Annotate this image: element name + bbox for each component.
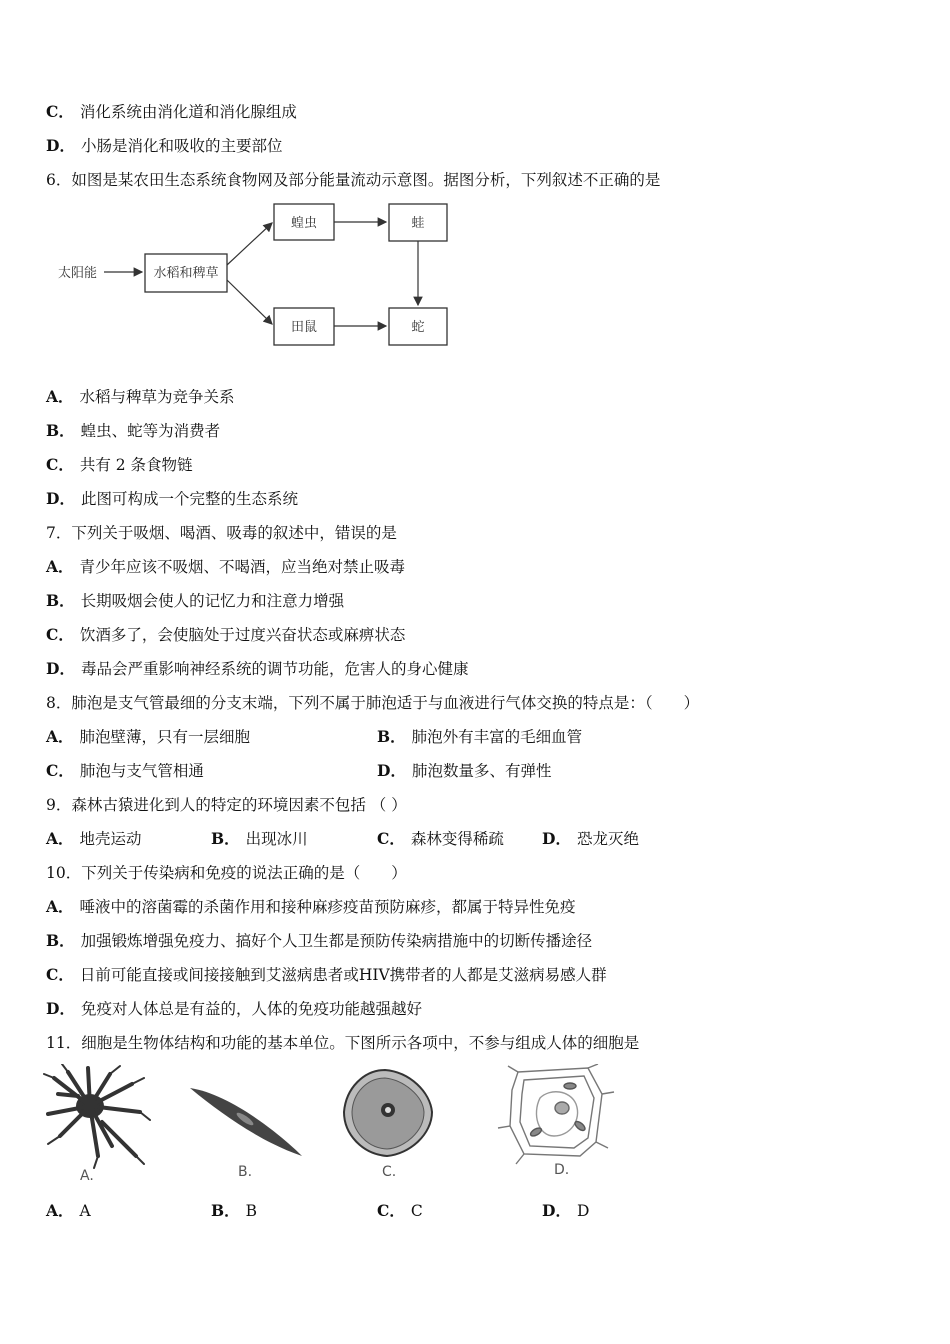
option-label: C．: [46, 102, 74, 121]
fig-d-caption: D.: [554, 1162, 570, 1178]
frog-label: 蛙: [411, 216, 425, 231]
q6-option-a: [46, 387, 235, 407]
arrow-producer-locust: [227, 223, 272, 265]
producer-label: 水稻和稗草: [153, 266, 219, 281]
option-text: 肺泡外有丰富的毛细血管: [411, 728, 583, 746]
option-text: 肺泡壁薄，只有一层细胞: [79, 728, 251, 746]
q6-stem: 6．如图是某农田生态系统食物网及部分能量流动示意图。据图分析，下列叙述不正确的是: [46, 171, 661, 189]
q11-option-a: [46, 1201, 91, 1221]
option-text: 小肠是消化和吸收的主要部位: [80, 137, 283, 155]
round-cell-figure: [344, 1070, 432, 1156]
sun-label: 太阳能: [58, 266, 98, 281]
q11-option-c: [377, 1201, 423, 1221]
q9-option-a: [46, 829, 142, 849]
q6-option-d: [46, 489, 298, 509]
option-text: C: [410, 1202, 423, 1220]
option-label: B．: [377, 727, 406, 746]
fig-c-caption: C.: [382, 1164, 397, 1180]
q10-option-a: [46, 897, 576, 917]
option-text: 肺泡数量多、有弹性: [411, 762, 552, 780]
option-label: D．: [542, 1201, 571, 1220]
q5-option-c: [46, 102, 297, 122]
option-label: C．: [377, 829, 405, 848]
option-label: C．: [377, 1201, 405, 1220]
option-label: D．: [46, 659, 75, 678]
option-label: B．: [211, 829, 240, 848]
option-text: 日前可能直接或间接接触到艾滋病患者或HIV携带者的人都是艾滋病易感人群: [79, 966, 607, 984]
q10-option-c: [46, 965, 607, 985]
option-text: 蝗虫、蛇等为消费者: [80, 422, 221, 440]
option-text: 出现冰川: [245, 830, 308, 848]
q9-option-c: [377, 829, 504, 849]
option-text: 免疫对人体总是有益的，人体的免疫功能越强越好: [80, 1000, 422, 1018]
q8-option-c: [46, 761, 204, 781]
option-text: 青少年应该不吸烟、不喝酒，应当绝对禁止吸毒: [79, 558, 406, 576]
option-label: B．: [46, 591, 75, 610]
option-label: D．: [46, 489, 75, 508]
q9-option-b: [211, 829, 308, 849]
option-text: 饮酒多了，会使脑处于过度兴奋状态或麻痹状态: [79, 626, 406, 644]
option-text: 此图可构成一个完整的生态系统: [80, 490, 298, 508]
fig-b-caption: B.: [238, 1164, 253, 1180]
option-text: 加强锻炼增强免疫力、搞好个人卫生都是预防传染病措施中的切断传播途径: [80, 932, 593, 950]
q11-option-d: [542, 1201, 589, 1221]
option-label: A．: [46, 557, 74, 576]
option-label: B．: [46, 421, 75, 440]
arrow-producer-mouse: [227, 280, 272, 324]
q5-option-d: [46, 136, 282, 156]
plant-cell-figure: [498, 1064, 614, 1164]
option-text: 恐龙灭绝: [576, 830, 639, 848]
option-label: C．: [46, 455, 74, 474]
option-label: A．: [46, 1201, 74, 1220]
fig-a-caption: A.: [80, 1168, 94, 1184]
q10-option-d: [46, 999, 422, 1019]
option-text: A: [79, 1202, 91, 1220]
option-label: A．: [46, 829, 74, 848]
neuron-cell-figure: [44, 1064, 150, 1168]
q9-option-d: [542, 829, 639, 849]
q10-stem: 10．下列关于传染病和免疫的说法正确的是（ ）: [46, 864, 407, 882]
option-label: D．: [377, 761, 406, 780]
option-label: D．: [46, 136, 75, 155]
q6-option-c: [46, 455, 193, 475]
q9-stem: 9．森林古猿进化到人的特定的环境因素不包括 （ ）: [46, 796, 407, 814]
q7-option-d: [46, 659, 468, 679]
locust-label: 蝗虫: [290, 216, 318, 231]
q8-option-d: [377, 761, 551, 781]
option-text: 长期吸烟会使人的记忆力和注意力增强: [80, 592, 345, 610]
option-text: 共有 2 条食物链: [79, 456, 193, 474]
option-text: 毒品会严重影响神经系统的调节功能，危害人的身心健康: [80, 660, 469, 678]
option-label: A．: [46, 387, 74, 406]
option-label: A．: [46, 897, 74, 916]
food-web-diagram: [50, 198, 460, 350]
mouse-label: 田鼠: [290, 320, 318, 335]
option-label: B．: [46, 931, 75, 950]
option-text: D: [576, 1202, 590, 1220]
option-text: 地壳运动: [79, 830, 142, 848]
q7-stem: 7．下列关于吸烟、喝酒、吸毒的叙述中，错误的是: [46, 524, 397, 542]
option-text: 肺泡与支气管相通: [79, 762, 204, 780]
option-label: A．: [46, 727, 74, 746]
option-label: D．: [46, 999, 75, 1018]
q7-option-c: [46, 625, 405, 645]
option-text: 水稻与稗草为竞争关系: [79, 388, 235, 406]
option-label: D．: [542, 829, 571, 848]
option-label: C．: [46, 625, 74, 644]
cell-figures: [40, 1064, 620, 1190]
q11-option-b: [211, 1201, 257, 1221]
option-label: B．: [211, 1201, 240, 1220]
option-text: 消化系统由消化道和消化腺组成: [79, 103, 297, 121]
q11-stem: 11．细胞是生物体结构和功能的基本单位。下图所示各项中，不参与组成人体的细胞是: [46, 1034, 640, 1052]
option-label: C．: [46, 965, 74, 984]
option-text: 唾液中的溶菌霉的杀菌作用和接种麻疹疫苗预防麻疹，都属于特异性免疫: [79, 898, 576, 916]
q7-option-a: [46, 557, 405, 577]
q8-stem: 8．肺泡是支气管最细的分支末端，下列不属于肺泡适于与血液进行气体交换的特点是：（ ）: [46, 694, 700, 712]
q8-option-a: [46, 727, 250, 747]
option-text: B: [245, 1202, 257, 1220]
muscle-cell-figure: [190, 1088, 302, 1156]
q6-option-b: [46, 421, 220, 441]
option-text: 森林变得稀疏: [410, 830, 504, 848]
q10-option-b: [46, 931, 592, 951]
q8-option-b: [377, 727, 582, 747]
q7-option-b: [46, 591, 344, 611]
option-label: C．: [46, 761, 74, 780]
snake-label: 蛇: [411, 320, 425, 335]
